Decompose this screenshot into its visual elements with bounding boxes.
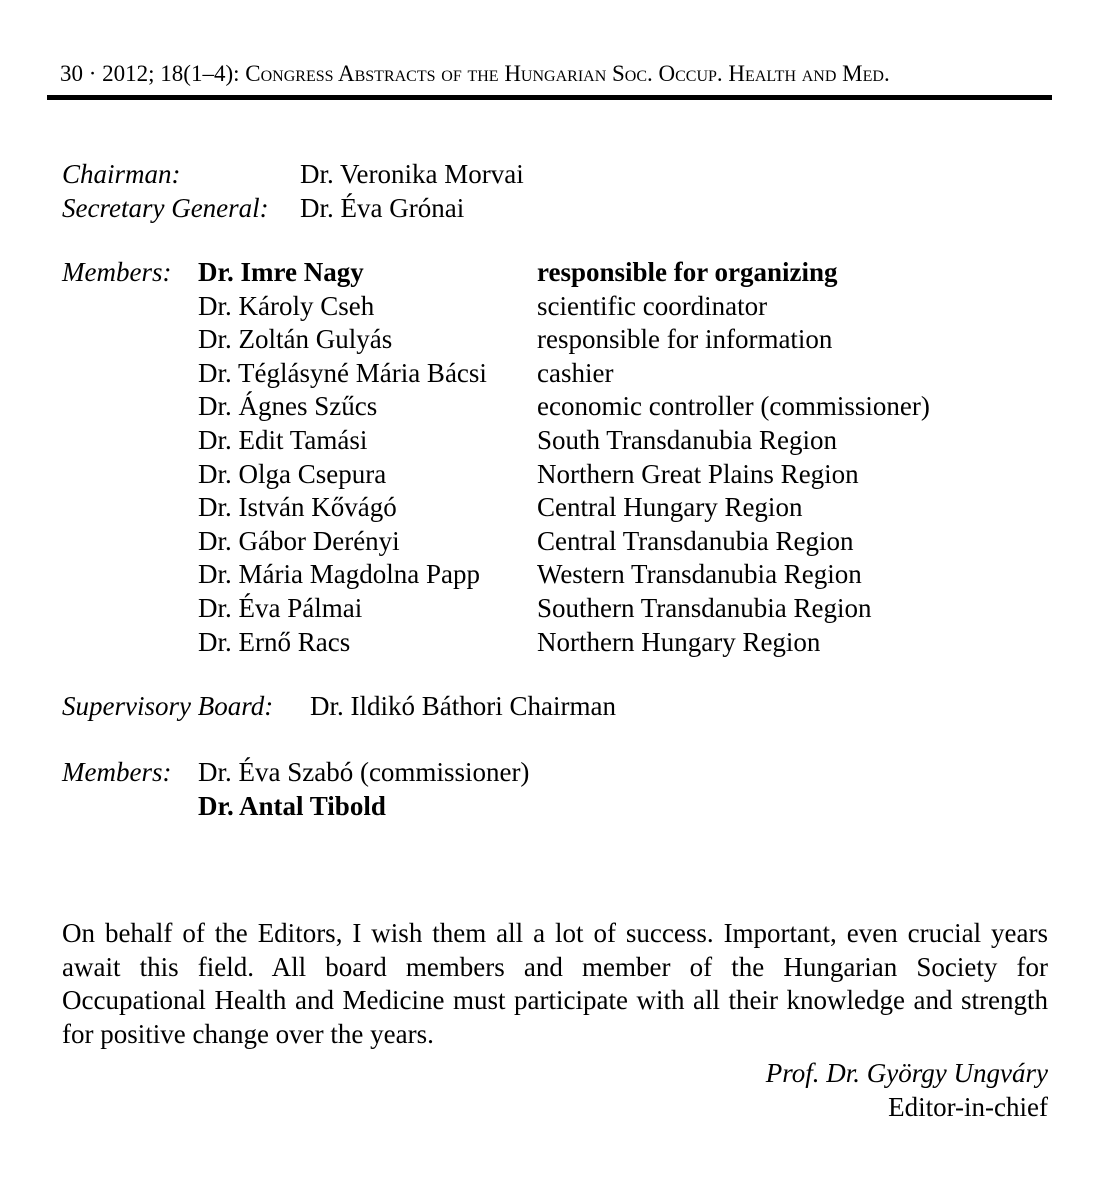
- member-role: cashier: [537, 357, 614, 388]
- journal-title: Congress Abstracts of the Hungarian Soc. Occup. Health and Med.: [245, 61, 890, 86]
- member-name: Dr. Ernő Racs: [198, 626, 351, 657]
- board-members-section: [62, 756, 529, 823]
- officer-label: Secretary General:: [62, 192, 269, 223]
- member-name: Dr. Károly Cseh: [198, 290, 375, 321]
- board-member-name: Dr. Éva Szabó (commissioner): [198, 757, 530, 787]
- spacer-cell: [62, 424, 198, 458]
- member-role: Northern Great Plains Region: [537, 458, 859, 489]
- signature-title: Editor-in-chief: [888, 1091, 1048, 1122]
- board-members-label: Members:: [62, 757, 172, 787]
- signature-block: [62, 1057, 1048, 1124]
- member-name: Dr. István Kővágó: [198, 492, 397, 523]
- spacer-cell: [62, 458, 198, 492]
- running-header: [60, 60, 890, 88]
- spacer-cell: [62, 525, 198, 559]
- supervisory-board-section: [62, 690, 616, 724]
- member-name: Dr. Gábor Derényi: [198, 525, 400, 556]
- issue-info: 30 · 2012; 18(1–4):: [60, 61, 246, 86]
- member-name: Dr. Ágnes Szűcs: [198, 391, 378, 422]
- members-label: Members:: [62, 257, 172, 287]
- member-name: Dr. Imre Nagy: [198, 257, 364, 287]
- supervisory-board-value: Dr. Ildikó Báthori Chairman: [310, 691, 616, 721]
- officer-label: Chairman:: [62, 159, 181, 189]
- spacer-cell: [62, 592, 198, 626]
- member-role: Southern Transdanubia Region: [537, 592, 872, 623]
- spacer-cell: [62, 626, 198, 660]
- signature-name: Prof. Dr. György Ungváry: [765, 1058, 1048, 1088]
- spacer-cell: [62, 357, 198, 391]
- member-name: Dr. Olga Csepura: [198, 458, 387, 489]
- officer-value: Dr. Éva Grónai: [300, 192, 465, 223]
- member-role: Northern Hungary Region: [537, 626, 821, 657]
- spacer-cell: [62, 323, 198, 357]
- spacer-cell: [62, 290, 198, 324]
- member-role: Central Transdanubia Region: [537, 525, 854, 556]
- member-name: Dr. Éva Pálmai: [198, 592, 363, 623]
- supervisory-board-label: Supervisory Board:: [62, 691, 274, 721]
- officers-section: [62, 158, 524, 225]
- closing-paragraph: On behalf of the Editors, I wish them all a lot of success. Important, even crucial years await this field. All board members and member of the Hungarian Society for Occupational Health and Medicine must participate with all their knowledge and strength for positive change over the years.: [62, 918, 1048, 1049]
- spacer-cell: [62, 491, 198, 525]
- member-role: Western Transdanubia Region: [537, 559, 862, 590]
- member-role: responsible for information: [537, 324, 833, 355]
- board-member-name: Dr. Antal Tibold: [198, 790, 386, 821]
- member-name: Dr. Edit Tamási: [198, 424, 368, 455]
- member-name: Dr. Zoltán Gulyás: [198, 324, 393, 355]
- member-name: Dr. Mária Magdolna Papp: [198, 559, 480, 590]
- header-rule: [47, 95, 1052, 100]
- spacer-cell: [62, 390, 198, 424]
- member-role: South Transdanubia Region: [537, 424, 838, 455]
- member-role: economic controller (commissioner): [537, 391, 930, 422]
- officer-value: Dr. Veronika Morvai: [300, 159, 524, 189]
- member-role: scientific coordinator: [537, 290, 768, 321]
- spacer-cell: [62, 790, 198, 824]
- member-role: Central Hungary Region: [537, 492, 803, 523]
- member-role: responsible for organizing: [537, 257, 838, 287]
- members-section: [62, 256, 930, 659]
- member-name: Dr. Téglásyné Mária Bácsi: [198, 357, 487, 388]
- spacer-cell: [62, 558, 198, 592]
